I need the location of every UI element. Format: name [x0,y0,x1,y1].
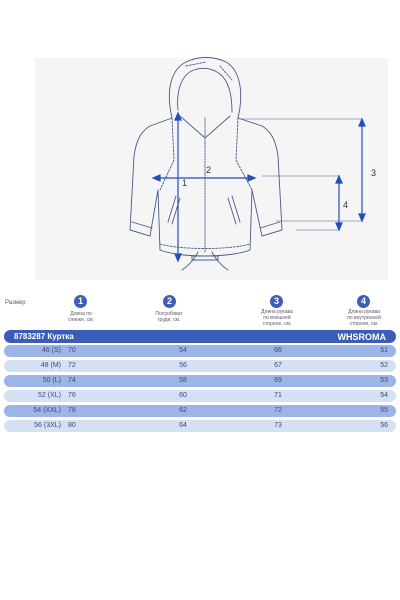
row-sleeve-inner: 53 [380,377,388,384]
row-size: 54 (XXL) [33,407,61,414]
hood-inner [178,68,232,112]
row-size: 52 (XL) [38,392,61,399]
hood-outline [169,58,240,119]
brand-name: WHSROMA [337,332,386,342]
measure-label-2: 2 [206,165,212,175]
row-sleeve-inner: 51 [380,347,388,354]
measure-label-3: 3 [371,168,377,178]
row-sleeve-outer: 72 [274,407,282,414]
column-title-1: Длина по спинке, см. [68,311,94,323]
table-row [4,375,396,387]
product-title-bar [4,330,396,343]
column-badge-2: 2 [163,295,176,308]
measure-label-4: 4 [343,200,349,210]
row-half-chest: 62 [179,407,187,414]
row-back-length: 74 [68,377,76,384]
row-back-length: 72 [68,362,76,369]
column-badge-1: 1 [74,295,87,308]
row-half-chest: 56 [179,362,187,369]
row-back-length: 78 [68,407,76,414]
row-half-chest: 60 [179,392,187,399]
row-size: 56 (3XL) [34,422,61,429]
row-back-length: 76 [68,392,76,399]
size-column-header: Размер [5,300,26,306]
row-size: 48 (M) [40,362,61,369]
row-back-length: 70 [68,347,76,354]
table-row [4,345,396,357]
row-sleeve-inner: 56 [380,422,388,429]
row-sleeve-inner: 52 [380,362,388,369]
table-row [4,420,396,432]
table-row [4,360,396,372]
table-row [4,405,396,417]
article-name: 8783287 Куртка [14,332,74,341]
right-pocket [228,196,240,224]
row-sleeve-outer: 69 [274,377,282,384]
row-sleeve-outer: 66 [274,347,282,354]
jacket-measurement-diagram [0,0,400,285]
measure-label-1: 1 [182,178,188,188]
row-sleeve-outer: 67 [274,362,282,369]
row-sleeve-outer: 71 [274,392,282,399]
column-title-2: Полуобхват груди, см. [155,311,183,323]
row-half-chest: 58 [179,377,187,384]
row-sleeve-inner: 55 [380,407,388,414]
table-row [4,390,396,402]
row-sleeve-outer: 73 [274,422,282,429]
column-badge-4: 4 [357,295,370,308]
row-size: 46 (S) [41,347,61,354]
row-half-chest: 54 [179,347,187,354]
column-badge-3: 3 [270,295,283,308]
row-sleeve-inner: 54 [380,392,388,399]
row-half-chest: 64 [179,422,187,429]
jacket-body [130,118,282,256]
drawstring [182,252,228,270]
row-size: 50 (L) [42,377,61,384]
column-title-3: Длина рукава по внешней стороне, см. [261,309,293,327]
row-back-length: 80 [68,422,76,429]
column-title-4: Длина рукава по внутренней стороне, см. [347,309,381,327]
